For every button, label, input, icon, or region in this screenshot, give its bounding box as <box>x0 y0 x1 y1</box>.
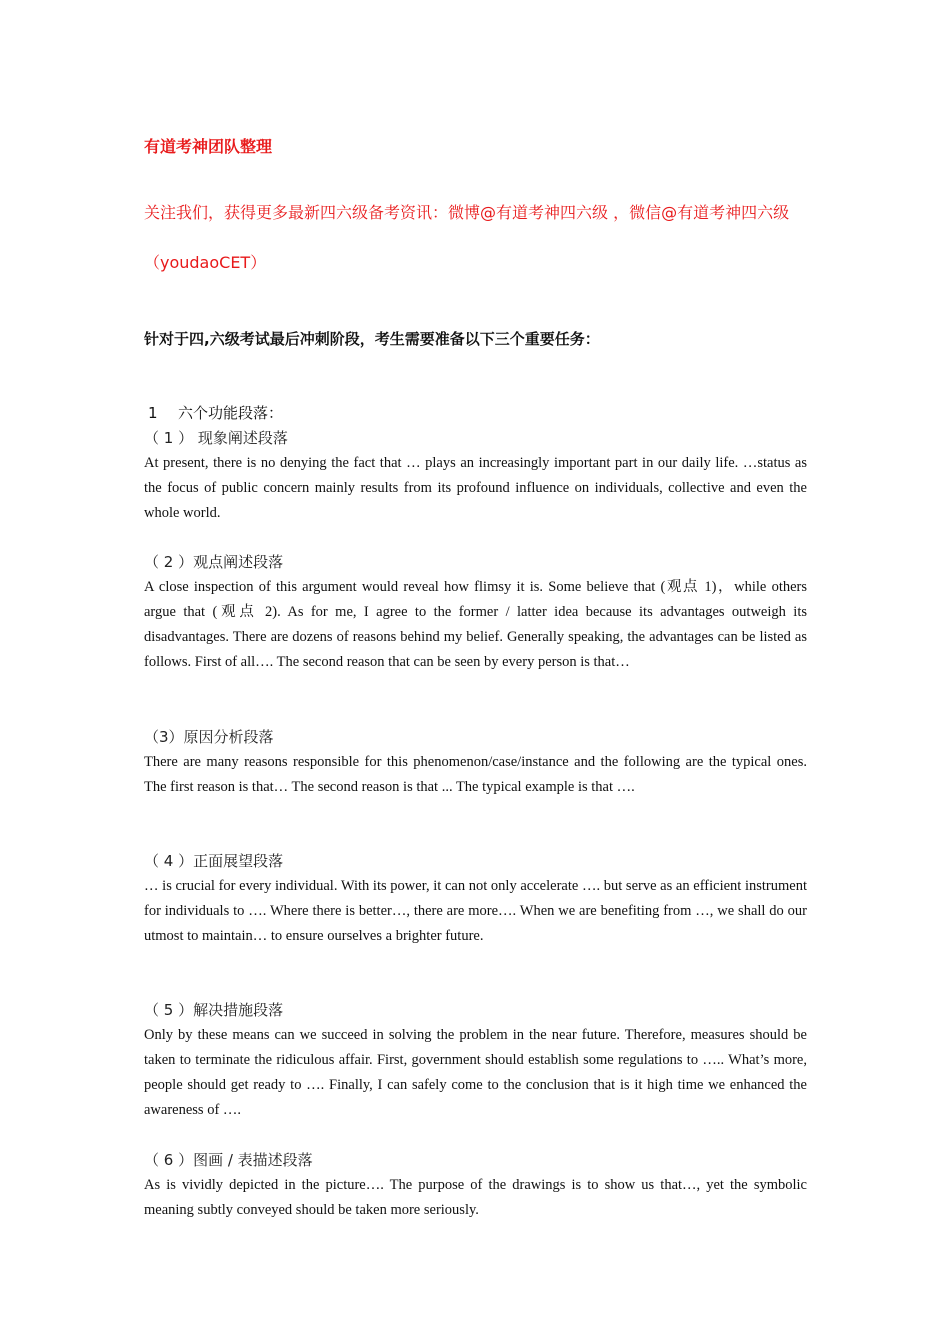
follow-notice: 关注我们，获得更多最新四六级备考资讯：微博@有道考神四六级 ，微信@有道考神四六级（youdaoCET） <box>144 203 790 272</box>
paragraph-heading: （3）原因分析段落 <box>144 728 274 746</box>
intro-text: 针对于四,六级考试最后冲刺阶段，考生需要准备以下三个重要任务： <box>144 330 600 348</box>
paragraph-heading: （ 5 ）解决措施段落 <box>144 1001 284 1019</box>
section-title: 六个功能段落： <box>178 404 284 422</box>
paragraph-1 <box>144 426 807 526</box>
paragraph-3 <box>144 725 807 800</box>
paragraph-heading: （ 6 ）图画 / 表描述段落 <box>144 1151 313 1169</box>
paragraph-body: A close inspection of this argument would reveal how flimsy it is. Some believe that (观点 1)，while others argue that (观点 2). As for me, I agree to the former / latter idea because its advantages outweigh its disadvantages. There are dozens of reasons behind my belief. Generally speaking, the advantages can be listed as follows. First of all…. The second reason that can be seen by every person is that… <box>144 579 807 670</box>
paragraph-4 <box>144 849 807 949</box>
header-title: 有道考神团队整理 <box>144 137 273 156</box>
paragraph-5 <box>144 998 807 1123</box>
section-number: 1 <box>148 404 158 422</box>
section-heading <box>148 402 283 423</box>
paragraph-heading: （ 4 ）正面展望段落 <box>144 852 284 870</box>
paragraph-body: … is crucial for every individual. With its power, it can not only accelerate …. but serve as an efficient instrument for individuals to …. Where there is better…, there are more…. When we are benefiting from …, we shall do our utmost to maintain… to ensure ourselves a brighter future. <box>144 878 807 944</box>
paragraph-heading: （ 2 ）观点阐述段落 <box>144 553 284 571</box>
paragraph-6 <box>144 1148 807 1223</box>
paragraph-heading: （ 1 ） 现象阐述段落 <box>144 429 288 447</box>
paragraph-body: At present, there is no denying the fact that … plays an increasingly important part in our daily life. …status as the focus of public concern mainly results from its profound influence on individuals, collective and even the whole world. <box>144 455 807 521</box>
paragraph-body: Only by these means can we succeed in solving the problem in the near future. Therefore, measures should be taken to terminate the ridiculous affair. First, government should establish some regulations to ….. What’s more, people should get ready to …. Finally, I can safely come to the conclusion that is it high time we enhanced the awareness of …. <box>144 1027 807 1118</box>
paragraph-body: There are many reasons responsible for this phenomenon/case/instance and the following are the typical ones. The first reason is that… The second reason is that ... The typical example is that …. <box>144 754 807 795</box>
paragraph-2 <box>144 550 807 675</box>
paragraph-body: As is vividly depicted in the picture…. The purpose of the drawings is to show us that…, yet the symbolic meaning subtly conveyed should be taken more seriously. <box>144 1177 807 1218</box>
